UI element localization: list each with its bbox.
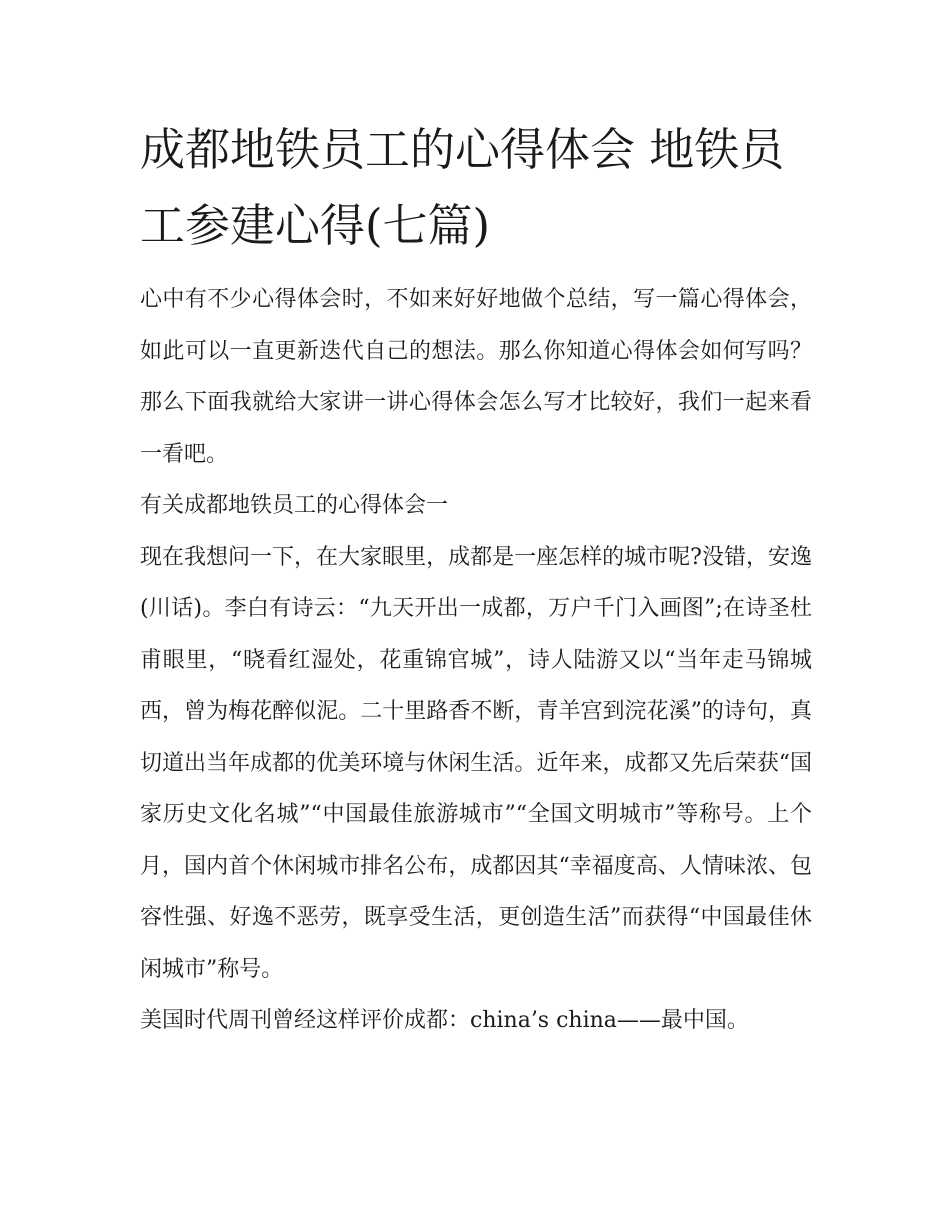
body-paragraph: 美国时代周刊曾经这样评价成都：china’s china——最中国。 (140, 1008, 749, 1033)
document-page (140, 112, 812, 1047)
section-heading: 有关成都地铁员工的心得体会一 (140, 493, 449, 518)
body-paragraph: 现在我想问一下，在大家眼里，成都是一座怎样的城市呢?没错，安逸(川话)。李白有诗云：“九天开出一成都，万户千门入画图”;在诗圣杜甫眼里，“晓看红湿处，花重锦官城”，诗人陆游又以“当年走马锦城西，曾为梅花醉似泥。二十里路香不断，青羊宫到浣花溪”的诗句，真切道出当年成都的优美环境与休闲生活。近年来，成都又先后荣获“国家历史文化名城”“中国最佳旅游城市”“全国文明城市”等称号。上个月，国内首个休闲城市排名公布，成都因其“幸福度高、人情味浓、包容性强、好逸不恶劳，既享受生活，更创造生活”而获得“中国最佳休闲城市”称号。 (140, 544, 812, 982)
document-body (140, 274, 812, 1047)
document-title: 成都地铁员工的心得体会 地铁员工参建心得(七篇) (140, 123, 785, 252)
intro-paragraph: 心中有不少心得体会时，不如来好好地做个总结，写一篇心得体会，如此可以一直更新迭代自己的想法。那么你知道心得体会如何写吗？那么下面我就给大家讲一讲心得体会怎么写才比较好，我们一起来看一看吧。 (140, 287, 812, 467)
